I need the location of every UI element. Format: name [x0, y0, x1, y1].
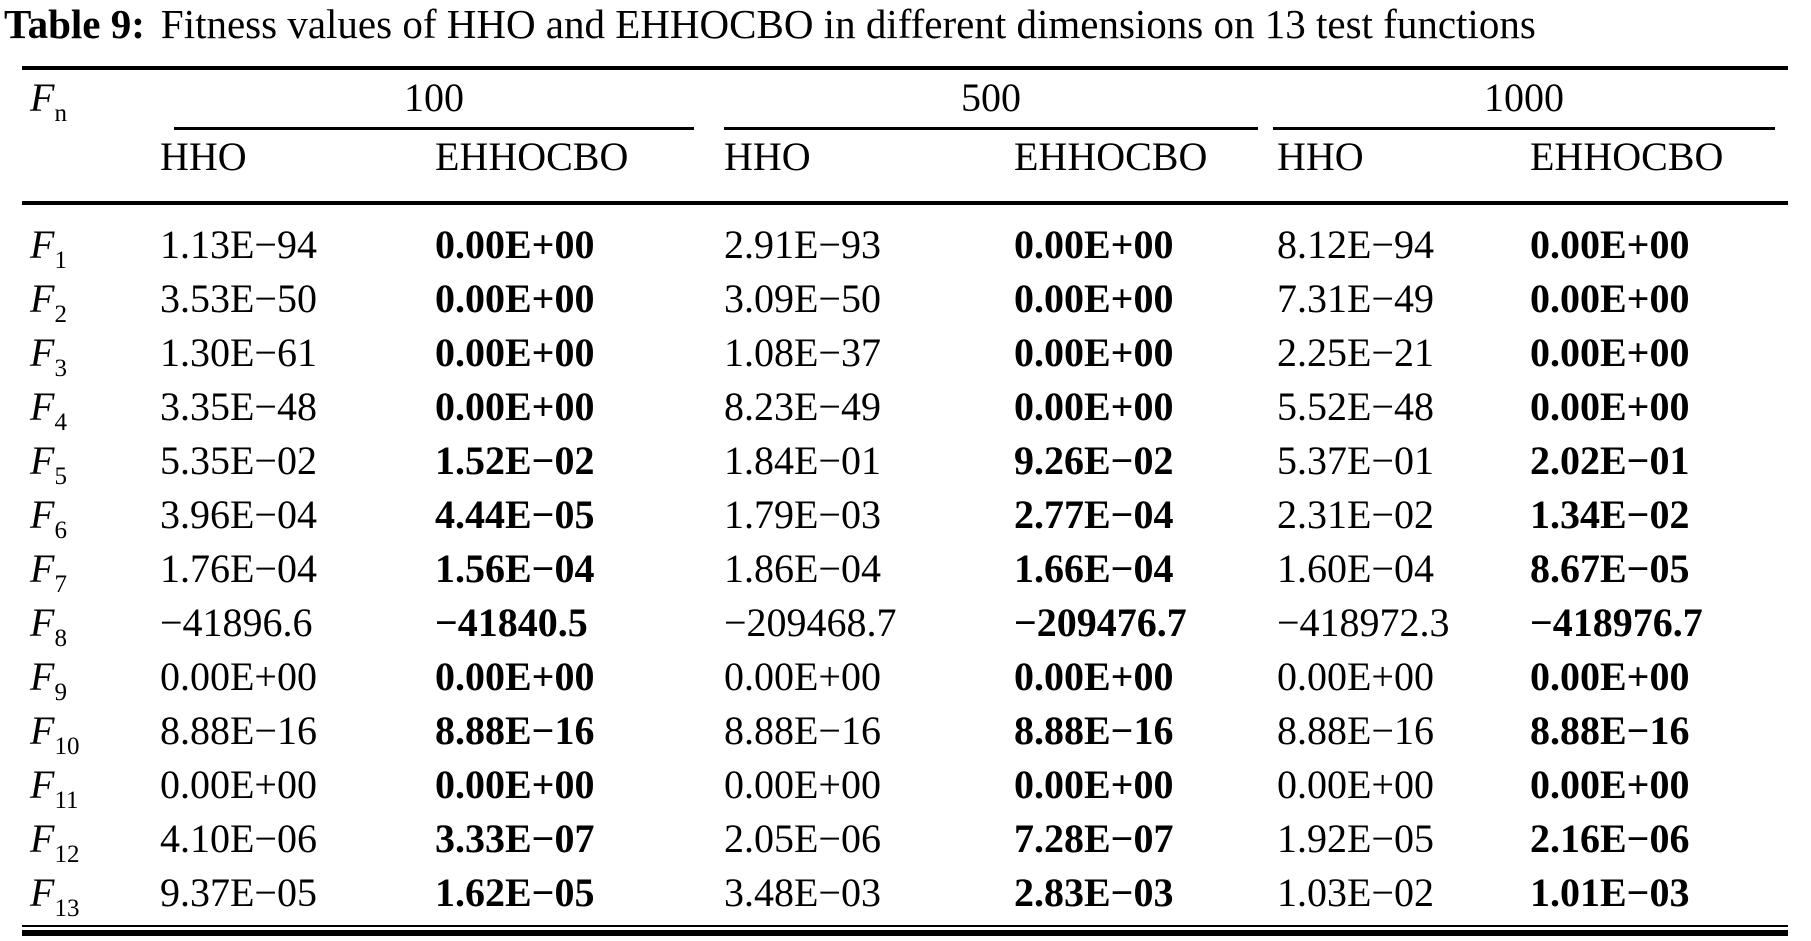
value-cell-ehhocbo: 8.88E−16 — [1530, 708, 1690, 753]
column-header-ehhocbo-1000: EHHOCBO — [1530, 134, 1724, 179]
row-label: $F_{10}$ — [30, 708, 80, 760]
value-cell-hho: 2.31E−02 — [1277, 492, 1434, 537]
value-cell-ehhocbo: 4.44E−05 — [435, 492, 595, 537]
table-top-rule — [22, 66, 1788, 70]
value-cell-ehhocbo: 0.00E+00 — [1530, 276, 1690, 321]
value-cell-hho: 9.37E−05 — [160, 870, 317, 915]
value-cell-hho: 5.52E−48 — [1277, 384, 1434, 429]
column-header-ehhocbo-100: EHHOCBO — [435, 134, 629, 179]
value-cell-hho: 1.84E−01 — [724, 438, 881, 483]
table-caption-text: Fitness values of HHO and EHHOCBO in different dimensions on 13 test functions — [160, 1, 1536, 47]
value-cell-hho: 0.00E+00 — [724, 654, 881, 699]
group-rule-1000 — [1273, 127, 1775, 130]
row-label: $F_7$ — [30, 546, 67, 598]
value-cell-hho: 3.48E−03 — [724, 870, 881, 915]
value-cell-hho: 3.53E−50 — [160, 276, 317, 321]
value-cell-hho: 3.35E−48 — [160, 384, 317, 429]
value-cell-ehhocbo: 0.00E+00 — [1014, 330, 1174, 375]
value-cell-ehhocbo: 0.00E+00 — [1530, 330, 1690, 375]
empty-header-cell — [30, 137, 160, 177]
row-label: $F_9$ — [30, 654, 67, 706]
value-cell-ehhocbo: 0.00E+00 — [1014, 222, 1174, 267]
column-header-hho-500: HHO — [724, 134, 811, 179]
group-rule-100 — [174, 127, 694, 130]
value-cell-hho: 7.31E−49 — [1277, 276, 1434, 321]
column-header-fn — [30, 75, 67, 127]
value-cell-ehhocbo: 9.26E−02 — [1014, 438, 1174, 483]
value-cell-hho: 8.88E−16 — [724, 708, 881, 753]
value-cell-ehhocbo: 0.00E+00 — [1014, 276, 1174, 321]
value-cell-hho: 1.76E−04 — [160, 546, 317, 591]
fn-symbol: F — [30, 75, 55, 120]
value-cell-ehhocbo: 8.88E−16 — [435, 708, 595, 753]
value-cell-ehhocbo: 1.34E−02 — [1530, 492, 1690, 537]
value-cell-ehhocbo: 1.62E−05 — [435, 870, 595, 915]
value-cell-ehhocbo: 2.02E−01 — [1530, 438, 1690, 483]
value-cell-hho: 0.00E+00 — [1277, 762, 1434, 807]
value-cell-ehhocbo: 0.00E+00 — [1014, 384, 1174, 429]
dimension-header-100: 100 — [404, 75, 464, 120]
value-cell-ehhocbo: 2.16E−06 — [1530, 816, 1690, 861]
value-cell-hho: 3.96E−04 — [160, 492, 317, 537]
value-cell-ehhocbo: 1.01E−03 — [1530, 870, 1690, 915]
row-label: $F_8$ — [30, 600, 67, 652]
value-cell-ehhocbo: 2.83E−03 — [1014, 870, 1174, 915]
value-cell-ehhocbo: 1.56E−04 — [435, 546, 595, 591]
table-bottom-rule-thin — [22, 925, 1788, 927]
value-cell-hho: −418972.3 — [1277, 600, 1450, 645]
value-cell-hho: 3.09E−50 — [724, 276, 881, 321]
row-label: $F_1$ — [30, 222, 67, 274]
value-cell-hho: 0.00E+00 — [1277, 654, 1434, 699]
value-cell-hho: 1.30E−61 — [160, 330, 317, 375]
row-label: $F_5$ — [30, 438, 67, 490]
value-cell-ehhocbo: 0.00E+00 — [1530, 384, 1690, 429]
value-cell-ehhocbo: 0.00E+00 — [435, 222, 595, 267]
row-label: $F_{13}$ — [30, 870, 80, 922]
value-cell-ehhocbo: 0.00E+00 — [435, 762, 595, 807]
row-label: $F_6$ — [30, 492, 67, 544]
value-cell-hho: 1.86E−04 — [724, 546, 881, 591]
value-cell-hho: 1.13E−94 — [160, 222, 317, 267]
value-cell-ehhocbo: 0.00E+00 — [1530, 762, 1690, 807]
value-cell-hho: 2.05E−06 — [724, 816, 881, 861]
value-cell-ehhocbo: 7.28E−07 — [1014, 816, 1174, 861]
table-bottom-rule-thick — [22, 930, 1788, 936]
group-rule-500 — [724, 127, 1258, 130]
value-cell-hho: 0.00E+00 — [724, 762, 881, 807]
value-cell-hho: 8.88E−16 — [1277, 708, 1434, 753]
value-cell-hho: 0.00E+00 — [160, 762, 317, 807]
row-label: $F_2$ — [30, 276, 67, 328]
fn-subscript: n — [54, 100, 67, 127]
row-label: $F_{11}$ — [30, 762, 79, 814]
table-body — [30, 218, 1780, 920]
value-cell-ehhocbo: 2.77E−04 — [1014, 492, 1174, 537]
column-header-hho-100: HHO — [160, 134, 247, 179]
value-cell-hho: 1.79E−03 — [724, 492, 881, 537]
column-header-ehhocbo-500: EHHOCBO — [1014, 134, 1208, 179]
value-cell-ehhocbo: 0.00E+00 — [1014, 762, 1174, 807]
value-cell-hho: 1.03E−02 — [1277, 870, 1434, 915]
algorithm-header-row — [30, 134, 1780, 179]
value-cell-hho: 4.10E−06 — [160, 816, 317, 861]
dimension-header-500: 500 — [961, 75, 1021, 120]
value-cell-hho: 5.35E−02 — [160, 438, 317, 483]
value-cell-hho: 0.00E+00 — [160, 654, 317, 699]
value-cell-ehhocbo: −418976.7 — [1530, 600, 1703, 645]
value-cell-hho: 8.23E−49 — [724, 384, 881, 429]
value-cell-ehhocbo: 8.67E−05 — [1530, 546, 1690, 591]
table-caption — [4, 2, 1536, 47]
value-cell-ehhocbo: 8.88E−16 — [1014, 708, 1174, 753]
value-cell-hho: 2.91E−93 — [724, 222, 881, 267]
value-cell-hho: 8.12E−94 — [1277, 222, 1434, 267]
table-caption-label: Table 9: — [4, 1, 145, 47]
row-label: $F_3$ — [30, 330, 67, 382]
value-cell-ehhocbo: 0.00E+00 — [435, 276, 595, 321]
row-label: $F_{12}$ — [30, 816, 80, 868]
value-cell-hho: −209468.7 — [724, 600, 897, 645]
value-cell-ehhocbo: 0.00E+00 — [1530, 654, 1690, 699]
value-cell-ehhocbo: 3.33E−07 — [435, 816, 595, 861]
table-mid-rule — [22, 201, 1788, 205]
value-cell-ehhocbo: −41840.5 — [435, 600, 588, 645]
value-cell-hho: 1.92E−05 — [1277, 816, 1434, 861]
value-cell-ehhocbo: 0.00E+00 — [435, 384, 595, 429]
dimension-header-1000: 1000 — [1484, 75, 1564, 120]
value-cell-hho: 5.37E−01 — [1277, 438, 1434, 483]
value-cell-ehhocbo: 1.66E−04 — [1014, 546, 1174, 591]
value-cell-hho: 1.08E−37 — [724, 330, 881, 375]
column-header-hho-1000: HHO — [1277, 134, 1364, 179]
value-cell-hho: −41896.6 — [160, 600, 313, 645]
value-cell-hho: 1.60E−04 — [1277, 546, 1434, 591]
value-cell-hho: 8.88E−16 — [160, 708, 317, 753]
value-cell-ehhocbo: 0.00E+00 — [435, 654, 595, 699]
row-label: $F_4$ — [30, 384, 67, 436]
value-cell-ehhocbo: −209476.7 — [1014, 600, 1187, 645]
value-cell-hho: 2.25E−21 — [1277, 330, 1434, 375]
value-cell-ehhocbo: 0.00E+00 — [1014, 654, 1174, 699]
value-cell-ehhocbo: 0.00E+00 — [435, 330, 595, 375]
value-cell-ehhocbo: 0.00E+00 — [1530, 222, 1690, 267]
value-cell-ehhocbo: 1.52E−02 — [435, 438, 595, 483]
